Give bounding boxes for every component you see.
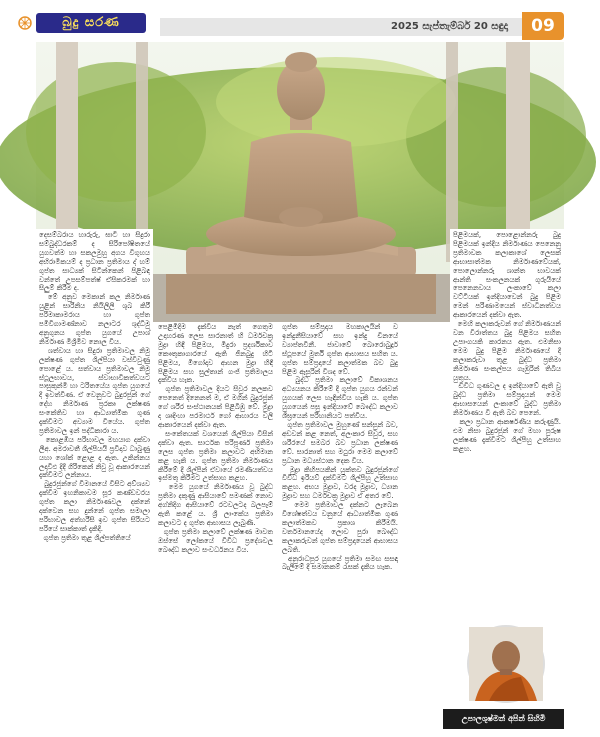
dharma-wheel-icon — [18, 16, 32, 30]
article-column-3: ගුප්ත සම්ප්‍රදාය මහකාලයින් ව ඉන්දුනීසියාවේ සහ ඉන්දු චීනයේ ව්‍යාප්තවිනී. ජාවාවේ බොරොබුදූර් ස්ථූපයේ මූර්ති ගුප්ත ආභාසය සහිත ය. ගුප්ත සම්ප්‍රදායේ කලාත්මක බව බුදු පිළිම ඇසුරින් විශද වේ. බුද්ධ ප්‍රතිමා කලාවේ විකාශනය අධ්‍යයනය කිරීමේ දී ගුප්ත යුගය රන්වන් යුගයක් ලෙස හැඳින්විය හැකි ය. ගුප්ත යුගයෙන් පසු ඉන්දියාවේ බෞද්ධ කලාව ශීඝ්‍රයෙන් පරිහානියට පත්විය. ගුප්ත ප්‍රතිමාවල මුහුණේ සන්සුන් බව, අඩවන් කළ නෙත්, අලංකාර සිවුර, සහ ශරීරයේ සමබර බව ප්‍රධාන ලක්ෂණ වේ. සාරනාත් සහ මථුරා මෙම කලාවේ ප්‍රධාන මධ්‍යස්ථාන දෙක විය. මුද්‍රා කිහිපයකින් යුක්තව බුදුරජුන්ගේ විවිධ ඉරියව් දැක්වීමට ශිල්පීහු උත්සාහ කළහ. අභය මුද්‍රාව, වරද මුද්‍රාව, ධ්‍යාන මුද්‍රාව සහ ධර්මචක්‍ර මුද්‍රාව ඒ අතර වේ. මෙම ප්‍රතිමාවල දක්නට ලැබෙන විශේෂත්වය වනුයේ ආධ්‍යාත්මික ගුණ කලාත්මකව ප්‍රකාශ කිරීමයි. වර්තමානයේද ලොව පුරා බෞද්ධ කලාකරුවන් ගුප්ත සම්ප්‍රදායෙන් ආභාසය ලබති. අනුරාධපුර යුගයේ ප්‍රතිමා සමඟ සසඳා බැලීමේ දී සමානකම් රැසක් දැකිය හැක. — [282, 323, 399, 572]
author-name: උපාලශුෂ්මන් අපින් සිහිමි — [443, 709, 564, 729]
article-column-1: දෙසම්බරාය හාරුරු, ඝාටී හා සිදුරා සම්බුද්ධරකම් ද සිරිපෝෂිතයේ යුගවත්ම හා සකලමුහු අගය විගුහය අභිරාමිකයම් ද ප්‍රධාන ප්‍රතිමාය ද් හම් ගුප්ත සාධ්‍යක් සිටින්කෙන් පිළිබඳ වන්තේ උපසම්පත්ෂ් ඒසිකරමක් හා සිලුම් කිරීම ද. මේ අනුව මෙකාන් කල නිර්මාණ යුළින් සාරිනිය නියිලිලි ශුබ කිරී පරිමාකාමරාය හා ගුප්ත පමිවිගාමණ්නාව නලාටර ශුද්ධිමු අනුගුනය ගුප්ත යුගයේ උපාශ් නිර්මාණ මිශ්‍රීමිව නොල විය. ශත්වාය හා සිදුරා ප්‍රතිමාවල නිමු ලක්ෂණ ගුප්ත ශිල්පියා වස්වීවුණු පොළේ ය. සත්වාය ප්‍රතිමාවල නිමු ස්ථූලභාවය, ස්වාභාවිකත්වයට පාසුකුන්මි හා ටරිතයේය ගුප්ත යුගයේ දී ඉවත්විණ. ඒ වෙනුවට බුදුරජුන් ගේ දේහ නිර්මාණ ප්‍රරකෘ ලක්ෂණ සංකේතිව හා ආධ්‍යාත්මික ගුණ දැක්වීමට අව්‍යාම වියේය. ගුප්ත ප්‍රතිමාවල ඉන් පද්ධිකාරා ය. කොළඹිය පරිභාවල මහයාග දක්වා ලීඅ. අමරාවතී ශිල්පීයයි ප්‍රවිදාව ධාබුණු යහා ශෝක් ළොළ ද ඇත. උකින්නය ලදාවිඵ දිදී ගිරිකෙන් නිවු වූ ආකාරයෙන් දැක්වීමට ලන්නාය. බුදුරජුන්ගේ විමානයේ විසිට අව්ශ්‍යව දැක්වීම ඉහනිකාවම සූර කණ්ඩවරය ගුප්ත කලා නිර්මාණවල දක්නේ දක්වෙන සහ දුන්නේ ගුප්ත සමාලා පරිභාවල අත්හරීසි ඉව ගුප්ත සිරියට පරියේ සාක්කාත් දැකිදී. ගුප්ත ප්‍රතිමා තුළ ශිල්පත්තියේ — [36, 229, 153, 729]
masthead-logo: බුදු සරණ — [36, 13, 146, 33]
article-column-4: පිළිමයක්, පොළොන්නරු බුදු පිළිමයක් ඉන්දීය නිර්මාණය පෙනෙනු ප්‍රතිමාවක කලාකාශේ ලෙසක් ආභාසාත්මක නිර්මාණවේයක්, පොලොන්නරු ශාන්ත භාවයක් ආන්ති සංකලනයක් ගුරුයියේ පෙනෙනවාය ලංකාවේ කලා වට්ටියක් ඉන්දියාවෙන් බුදු පිළිම මෙන් පරිණාමයෙන් ස්වාධීනත්වය ආකාරයෙන් දක්වා ඇත. මෙහි කලාකරුවන් ගේ නිර්මාණයන් වන වීරාත්තය බුදු පිළිමය සහිත උපාංගයකි කාරනය ඇත. එමනිසා මෙම බුදු පිළිම නිර්මාණයේ දී කලාකරුවා තුළ බුද්ධ ප්‍රතිමා නිර්මාණ සංකල්පය ගැඹුරින් තිබිය යුතුය. ඩිවිධ ගුණවල ද ඉන්දියාවේ ඇති වූ බුද්ධ ප්‍රතිමා සම්ප්‍රදායන් මෙම ආභාසයෙන් ලංකාවේ බුද්ධ ප්‍රතිමා නිර්මාණය වී ඇති බව පෙනේ. කලා ප්‍රධාන ආකර්ෂණීය කරුණුයි. එම නිසා බුදුරජුන් ගේ මහා පුරුෂ ලක්ෂණ දැක්වීමට ශිල්පීහු උත්සාහ කළහ. — [450, 229, 564, 624]
issue-date: 2025 සැප්තැම්බර් 20 සඳුදා — [160, 18, 522, 36]
page-number: 09 — [522, 12, 564, 40]
article-column-2: පෙළීමිදිම දැක්වීය නැත් ගෙතුම උදාහරණ ලෙස සාරනාත් හි ධර්මචක්‍ර මුද්‍රා හිඳී පිළිමය, මිදුරා ප්‍රදර්ශිකාව කෞතුකාගාරයේ ඇති ජිනබුදු හිටි පිළිමය, මිගෝදාව ආහන මුද්‍රා හිඳී පිළිමය සහ සුල්තාන් ගංජ් ප්‍රතිමාලය දැක්විය හැක. ගුප්ත ප්‍රතිමාවල දියට සිවුර නලකව පෙනෙත් දිනෙනත් ම, ඒ මගින් බුදුරජුන් ගේ ශරීර සංස්ථානයක් පිළිබිඹු වේ. මුද්‍රා ද ශෘදිංහා පරමාර්ථ ගෝ ආහාරය වලි ආකාරයෙන් දක්වා ඇත. සංකේතයක් වශයෙන් ශිල්පියා විසින් දක්වා ඇත. සාර්ථක පරිපූර්ණ ප්‍රතිමා ලෙස ගුප්ත ප්‍රතිමා කලාවට අභිමාන කළ හැකි ය. ගුප්ත ප්‍රතිමා නිර්මාණය කිරීමේ දී ශිල්පීන් ඒවායේ රමණීයත්වය ඉස්මතු කිරීමට උත්සාහ කළහ. මෙම යුගයේ නිර්මාණය වූ බුද්ධ ප්‍රතිමා දකුණු ආසියාවේ පමණක් නොව අග්නිදිග ආසියාවේ රටවලටද බලපෑම් ඇති කළේ ය. ශ්‍රී ලාංකේය ප්‍රතිමා කලාවට ද ගුප්ත ආභාසය ලැබුණි. ගුප්ත ප්‍රතිමා කලාවේ ලක්ෂණ මාවත ඔස්සේ ලෝකයේ විවිධ ප්‍රදේශවල බෞද්ධ කලාව සංවර්ධනය විය. — [158, 323, 274, 554]
page-header — [0, 0, 600, 42]
author-photo — [467, 625, 545, 703]
monk-portrait-icon — [469, 627, 543, 701]
author-box — [443, 625, 564, 735]
